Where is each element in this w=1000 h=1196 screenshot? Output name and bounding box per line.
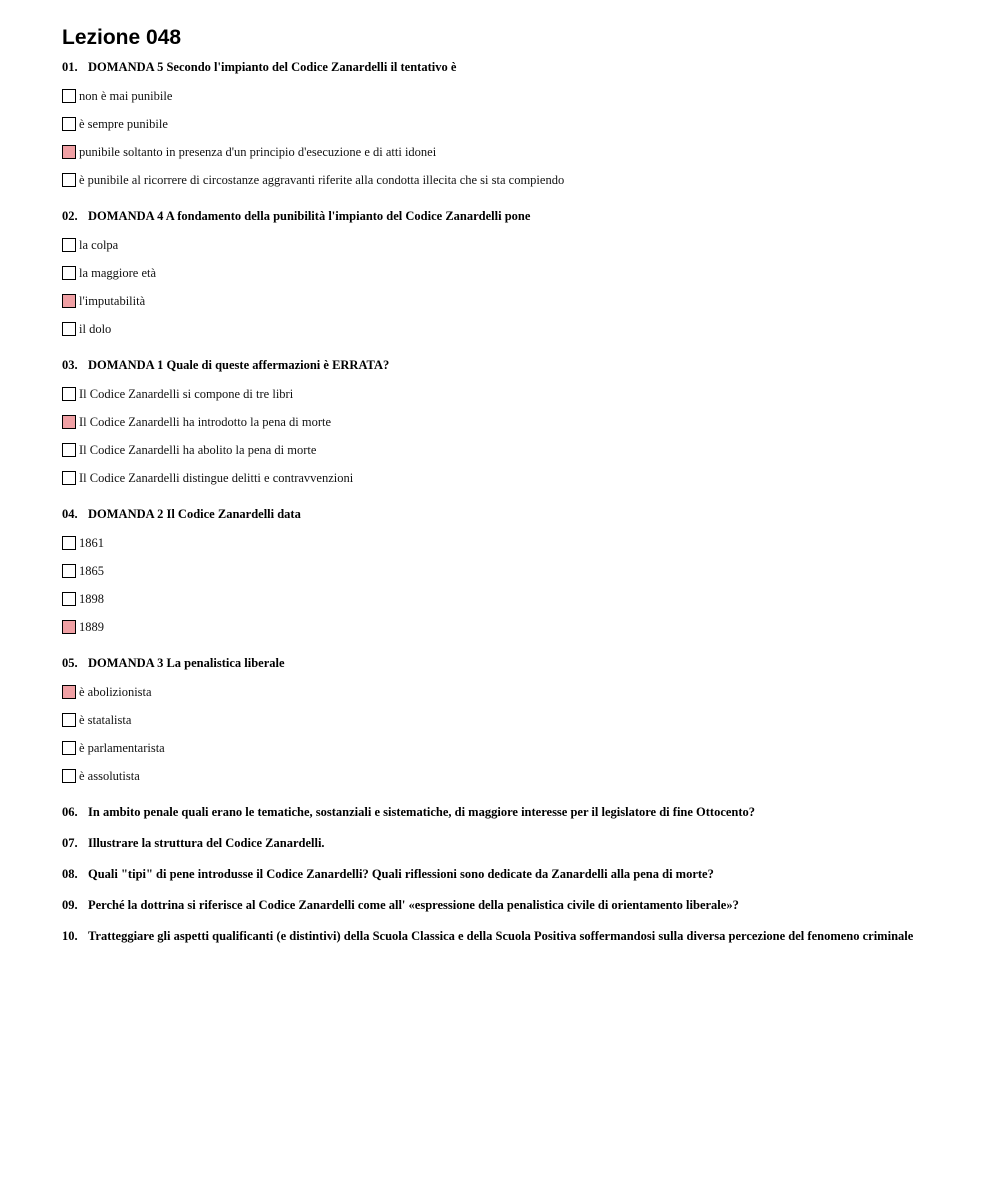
question-08 (62, 865, 962, 883)
question-text: Quali "tipi" di pene introdusse il Codice Zanardelli? Quali riflessioni sono dedicate da Zanardelli alla pena di morte? (88, 867, 714, 881)
answer-option[interactable] (62, 734, 962, 762)
option-label: è punibile al ricorrere di circostanze aggravanti riferite alla condotta illecita che si sta compiendo (79, 172, 565, 187)
checkbox[interactable] (62, 741, 76, 755)
option-label: è abolizionista (79, 684, 152, 699)
option-label: la colpa (79, 237, 119, 252)
checkbox[interactable] (62, 294, 76, 308)
question-04 (62, 505, 962, 641)
quiz-page (62, 24, 962, 958)
question-text: DOMANDA 5 Secondo l'impianto del Codice Zanardelli il tentativo è (88, 60, 457, 74)
checkbox[interactable] (62, 415, 76, 429)
option-label: 1898 (79, 591, 104, 606)
option-label: 1861 (79, 535, 104, 550)
question-text: In ambito penale quali erano le tematiche, sostanziali e sistematiche, di maggiore interesse per il legislatore di fine Ottocento? (88, 805, 756, 819)
question-number: 07. (62, 836, 78, 850)
checkbox[interactable] (62, 685, 76, 699)
question-05 (62, 654, 962, 790)
answer-option[interactable] (62, 138, 962, 166)
option-label: Il Codice Zanardelli si compone di tre libri (79, 386, 294, 401)
option-label: è sempre punibile (79, 116, 168, 131)
answer-option[interactable] (62, 259, 962, 287)
answer-option[interactable] (62, 380, 962, 408)
option-label: Il Codice Zanardelli distingue delitti e contravvenzioni (79, 470, 354, 485)
checkbox[interactable] (62, 387, 76, 401)
option-label: 1865 (79, 563, 104, 578)
option-label: è assolutista (79, 768, 140, 783)
question-10 (62, 927, 962, 945)
checkbox[interactable] (62, 713, 76, 727)
question-header (62, 654, 962, 672)
answer-option[interactable] (62, 231, 962, 259)
answer-option[interactable] (62, 464, 962, 492)
question-text: Perché la dottrina si riferisce al Codice Zanardelli come all' «espressione della penalistica civile di orientamento liberale»? (88, 898, 739, 912)
option-label: Il Codice Zanardelli ha introdotto la pena di morte (79, 414, 332, 429)
question-header (62, 865, 962, 883)
option-label: è statalista (79, 712, 132, 727)
answer-option[interactable] (62, 585, 962, 613)
question-06 (62, 803, 962, 821)
question-text: DOMANDA 1 Quale di queste affermazioni è ERRATA? (88, 358, 390, 372)
question-header (62, 834, 962, 852)
question-text: DOMANDA 3 La penalistica liberale (88, 656, 285, 670)
question-07 (62, 834, 962, 852)
question-number: 04. (62, 507, 78, 521)
question-header (62, 927, 962, 945)
question-number: 08. (62, 867, 78, 881)
checkbox[interactable] (62, 322, 76, 336)
question-09 (62, 896, 962, 914)
question-text: Illustrare la struttura del Codice Zanardelli. (88, 836, 325, 850)
answer-option[interactable] (62, 110, 962, 138)
checkbox[interactable] (62, 173, 76, 187)
question-header (62, 505, 962, 523)
question-text: Tratteggiare gli aspetti qualificanti (e distintivi) della Scuola Classica e della Scuola Positiva soffermandosi sulla diversa percezione del fenomeno criminale (88, 929, 914, 943)
checkbox[interactable] (62, 564, 76, 578)
option-label: Il Codice Zanardelli ha abolito la pena di morte (79, 442, 317, 457)
question-text: DOMANDA 2 Il Codice Zanardelli data (88, 507, 301, 521)
answer-option[interactable] (62, 315, 962, 343)
checkbox[interactable] (62, 471, 76, 485)
question-number: 10. (62, 929, 78, 943)
page-title: Lezione 048 (62, 26, 182, 49)
question-number: 03. (62, 358, 78, 372)
question-number: 09. (62, 898, 78, 912)
question-02 (62, 207, 962, 343)
checkbox[interactable] (62, 443, 76, 457)
question-header (62, 356, 962, 374)
question-header (62, 803, 962, 821)
question-number: 06. (62, 805, 78, 819)
answer-option[interactable] (62, 408, 962, 436)
checkbox[interactable] (62, 592, 76, 606)
question-number: 05. (62, 656, 78, 670)
answer-option[interactable] (62, 436, 962, 464)
answer-option[interactable] (62, 287, 962, 315)
answer-option[interactable] (62, 613, 962, 641)
checkbox[interactable] (62, 238, 76, 252)
checkbox[interactable] (62, 89, 76, 103)
checkbox[interactable] (62, 266, 76, 280)
answer-option[interactable] (62, 706, 962, 734)
option-label: la maggiore età (79, 265, 157, 280)
question-number: 02. (62, 209, 78, 223)
option-label: punibile soltanto in presenza d'un principio d'esecuzione e di atti idonei (79, 144, 437, 159)
option-label: 1889 (79, 619, 104, 634)
answer-option[interactable] (62, 166, 962, 194)
question-01 (62, 58, 962, 194)
answer-option[interactable] (62, 678, 962, 706)
question-header (62, 207, 962, 225)
option-label: è parlamentarista (79, 740, 165, 755)
option-label: non è mai punibile (79, 88, 173, 103)
answer-option[interactable] (62, 762, 962, 790)
answer-option[interactable] (62, 557, 962, 585)
answer-option[interactable] (62, 529, 962, 557)
checkbox[interactable] (62, 536, 76, 550)
option-label: l'imputabilità (79, 293, 146, 308)
question-header (62, 58, 962, 76)
question-number: 01. (62, 60, 78, 74)
checkbox[interactable] (62, 620, 76, 634)
checkbox[interactable] (62, 117, 76, 131)
answer-option[interactable] (62, 82, 962, 110)
question-header (62, 896, 962, 914)
option-label: il dolo (79, 321, 112, 336)
checkbox[interactable] (62, 769, 76, 783)
checkbox[interactable] (62, 145, 76, 159)
question-03 (62, 356, 962, 492)
question-text: DOMANDA 4 A fondamento della punibilità l'impianto del Codice Zanardelli pone (88, 209, 531, 223)
